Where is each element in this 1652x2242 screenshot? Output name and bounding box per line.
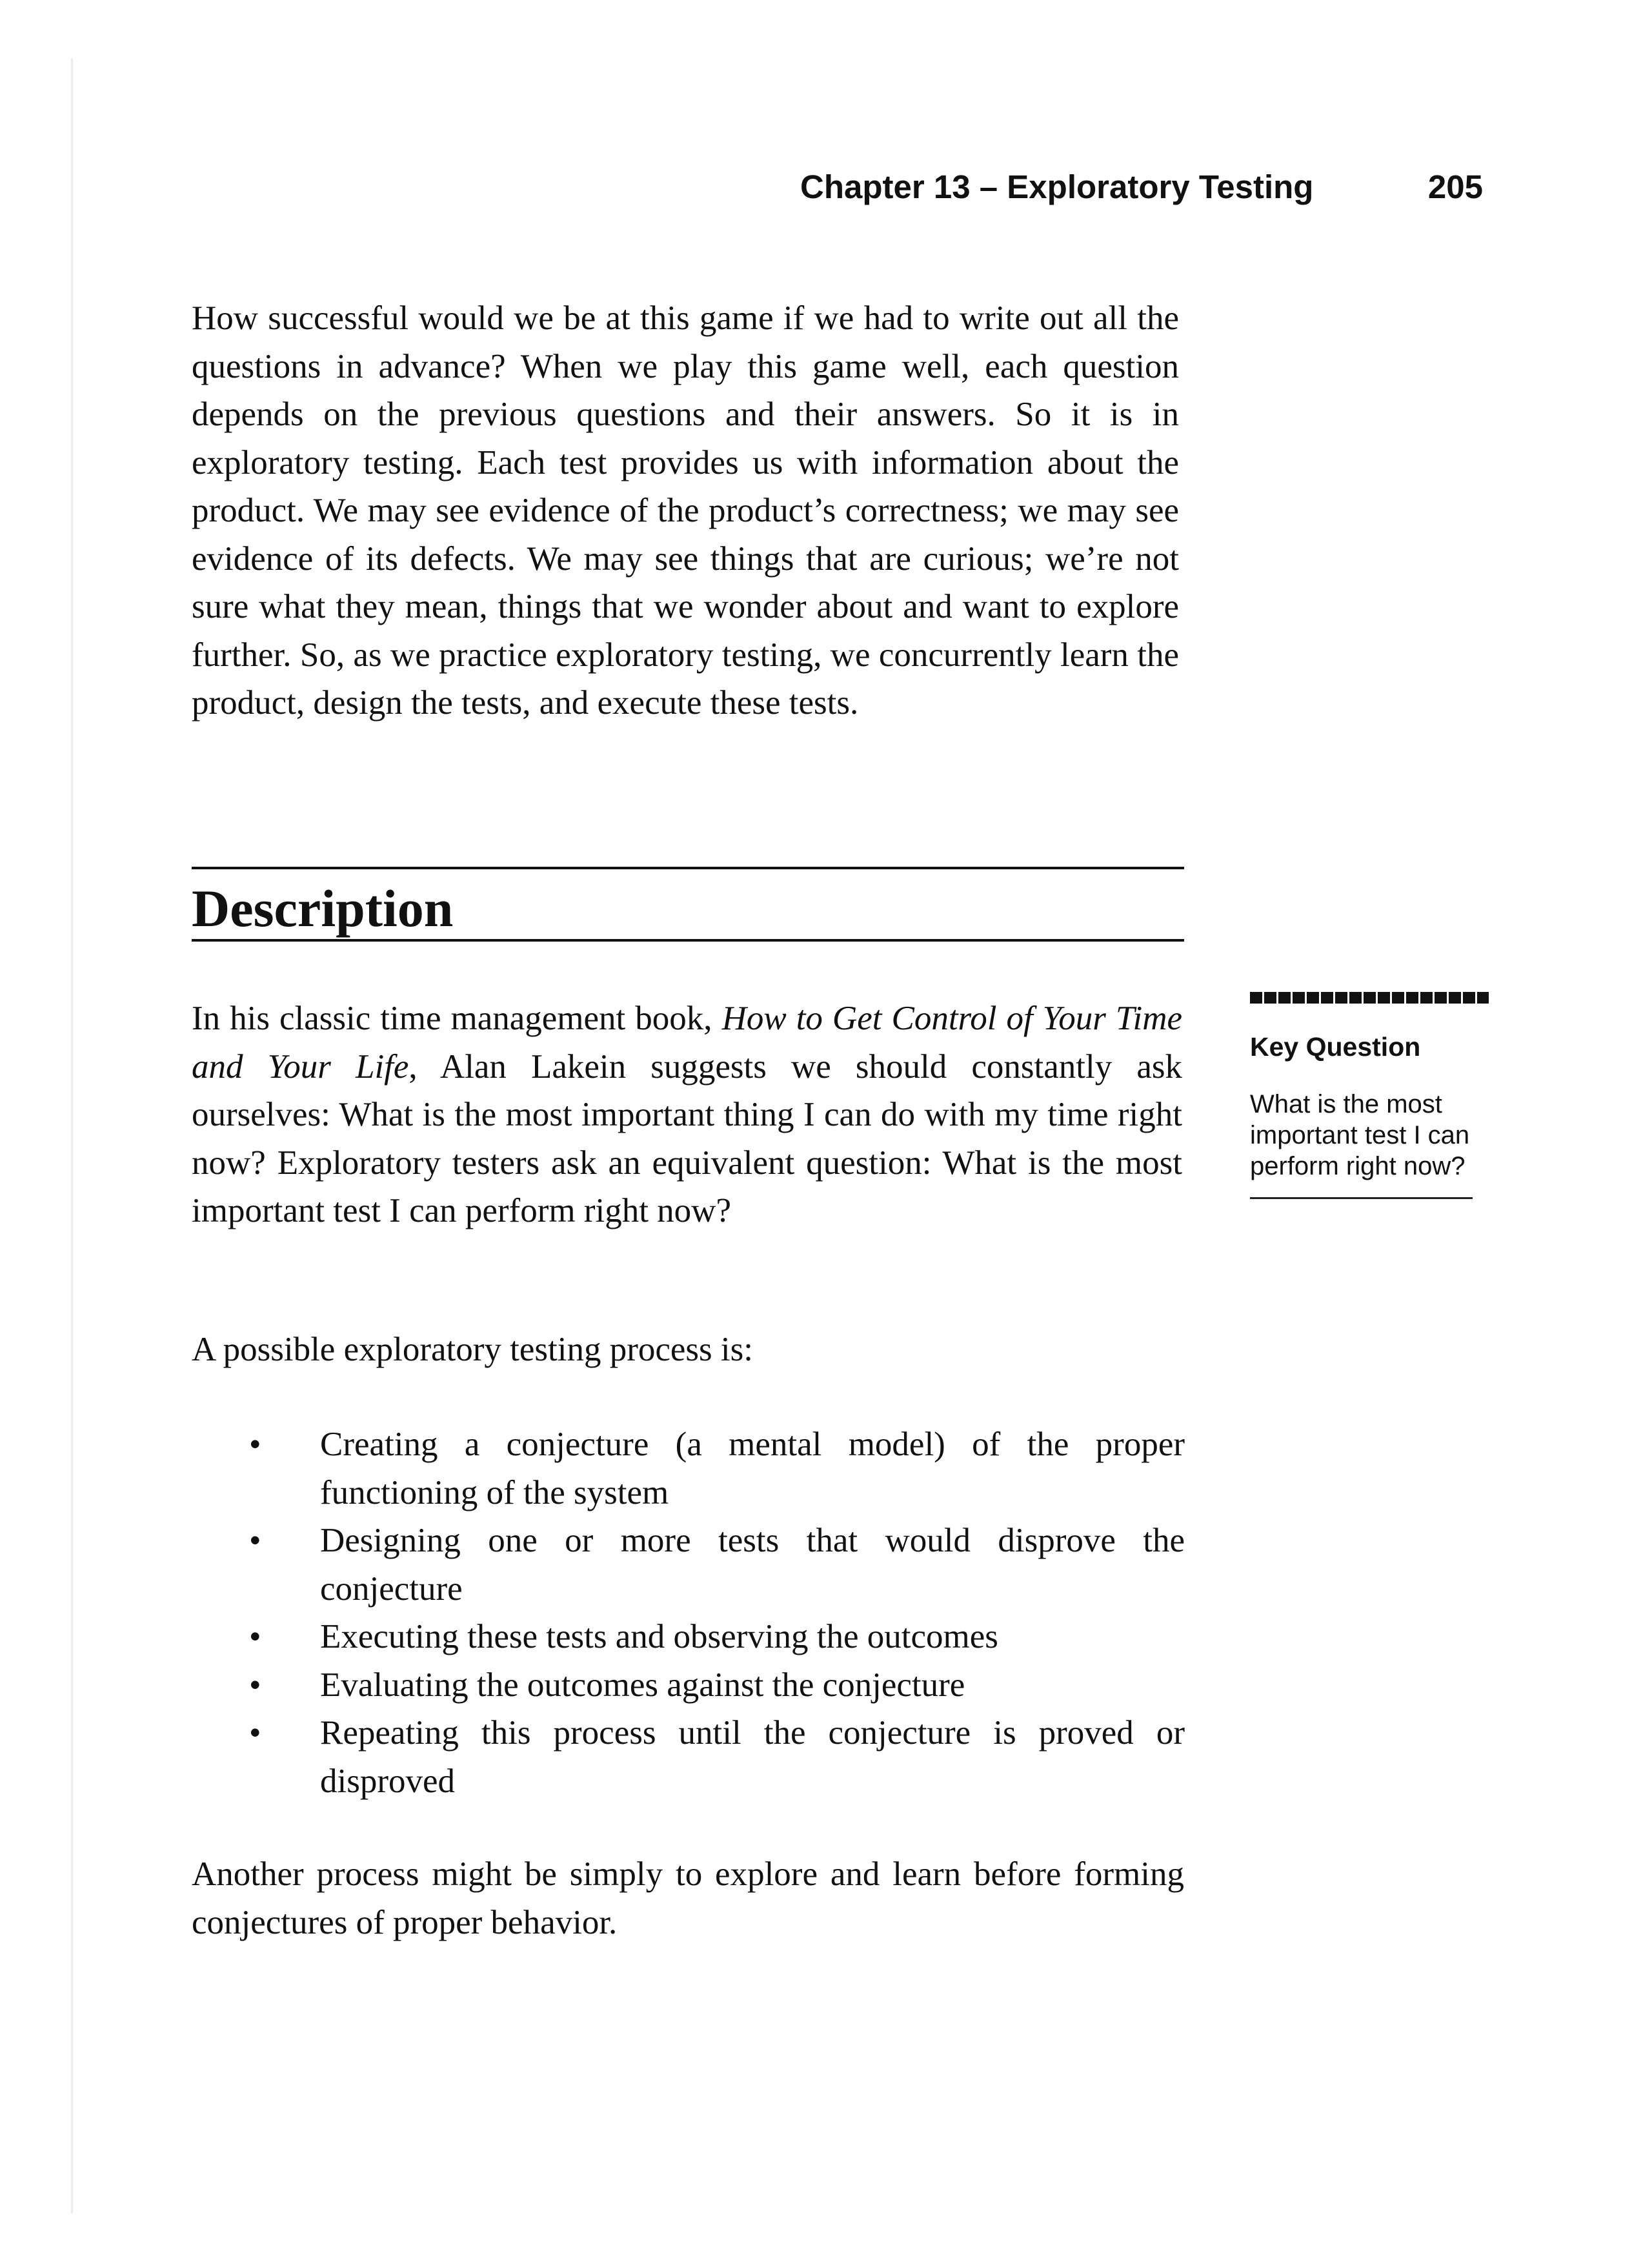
- bullet-icon: •: [249, 1714, 261, 1752]
- list-item: [249, 1517, 1185, 1613]
- sidebar-heading: Key Question: [1250, 1032, 1421, 1062]
- bullet-icon: •: [249, 1666, 261, 1704]
- section-heading: Description: [192, 879, 454, 938]
- step-text: Executing these tests and observing the outcomes: [320, 1618, 998, 1655]
- list-item: [249, 1661, 1185, 1710]
- p1-text-after: , Alan Lakein suggests we should constantly ask ourselves: What is the most important thing I can do with my time right now? Exploratory testers ask an equivalent question: What is the most important test I can perform right now?: [192, 1047, 1182, 1229]
- sidebar-body: What is the most important test I can perform right now?: [1250, 1090, 1470, 1180]
- page-edge-shadow: [71, 58, 73, 2214]
- bullet-icon: •: [249, 1618, 261, 1655]
- sidebar-underline: [1250, 1197, 1473, 1199]
- list-item: [249, 1420, 1185, 1517]
- bullet-icon: •: [249, 1426, 261, 1463]
- p1-text-before: In his classic time management book,: [192, 1000, 722, 1037]
- process-steps-list: [249, 1420, 1185, 1805]
- description-paragraph-1: [192, 995, 1182, 1235]
- page-number: 205: [1427, 168, 1483, 205]
- bullet-icon: •: [249, 1522, 261, 1559]
- chapter-title: Chapter 13 – Exploratory Testing: [800, 168, 1314, 205]
- description-paragraph-3: Another process might be simply to explore and learn before forming conjectures of proper behavior.: [192, 1855, 1184, 1941]
- step-text: Repeating this process until the conjecture is proved or disproved: [320, 1714, 1185, 1800]
- list-item: [249, 1613, 1185, 1661]
- step-text: Designing one or more tests that would disprove the conjecture: [320, 1522, 1185, 1608]
- step-text: Creating a conjecture (a mental model) of the proper functioning of the system: [320, 1426, 1185, 1511]
- list-item: [249, 1709, 1185, 1805]
- key-question-sidebar: [1250, 992, 1489, 1199]
- heading-rule-bottom: [192, 939, 1184, 942]
- intro-paragraph: How successful would we be at this game if we had to write out all the questions in advance? When we play this game well, each question depends on the previous questions and their answers. So it is in exploratory testing. Each test provides us with information about the product. We may see evidence of the product’s correctness; we may see evidence of its defects. We may see things that are curious; we’re not sure what they mean, things that we wonder about and want to explore further. So, as we practice exploratory testing, we concurrently learn the product, design the tests, and execute these tests.: [192, 299, 1179, 722]
- step-text: Evaluating the outcomes against the conjecture: [320, 1666, 965, 1704]
- heading-rule-top: [192, 867, 1184, 869]
- sidebar-dashed-bar: [1250, 992, 1489, 1004]
- description-paragraph-2: A possible exploratory testing process is:: [192, 1331, 753, 1368]
- running-header: [761, 161, 1497, 213]
- book-title: How to Get Control of Your Time and Your Life: [192, 1000, 1182, 1086]
